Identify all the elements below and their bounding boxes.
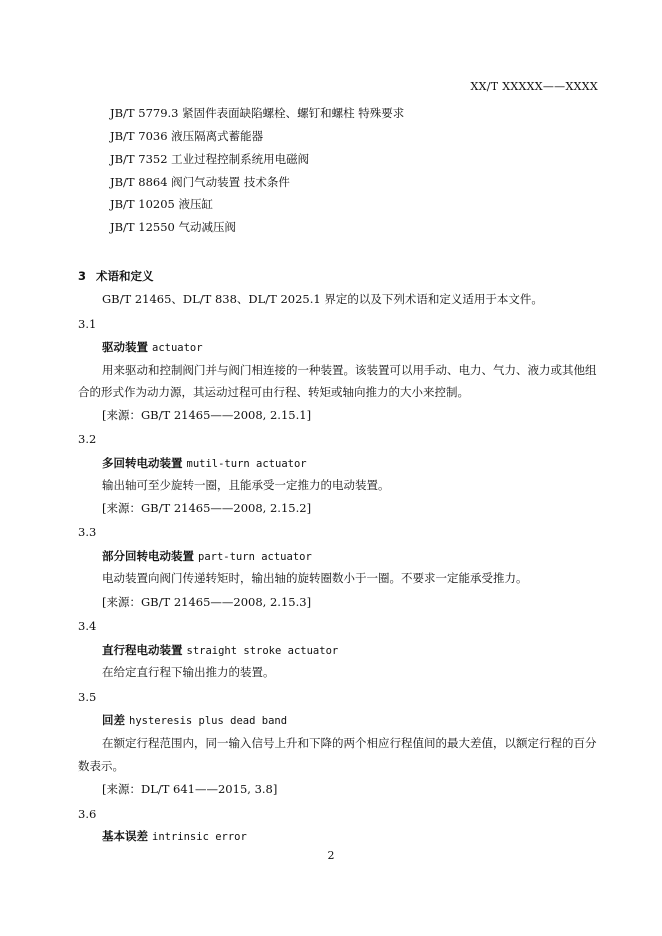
term-number: 3.4 bbox=[78, 619, 97, 633]
section-intro: GB/T 21465、DL/T 838、DL/T 2025.1 界定的以及下列术语和定义适用于本文件。 bbox=[102, 292, 543, 306]
term-number: 3.1 bbox=[78, 317, 97, 331]
reference-item: JB/T 8864 阀门气动装置 技术条件 bbox=[110, 175, 290, 189]
reference-item: JB/T 5779.3 紧固件表面缺陷螺栓、螺钉和螺柱 特殊要求 bbox=[110, 106, 405, 120]
term-chinese: 直行程电动装置 bbox=[102, 643, 183, 657]
reference-item: JB/T 12550 气动减压阀 bbox=[110, 220, 236, 234]
term-english: intrinsic error bbox=[152, 831, 247, 843]
term-english: hysteresis plus dead band bbox=[129, 715, 288, 727]
term-number: 3.5 bbox=[78, 690, 97, 704]
term-definition: 电动装置向阀门传递转矩时，输出轴的旋转圈数小于一圈。不要求一定能承受推力。 bbox=[102, 571, 528, 585]
term-definition: 在给定直行程下输出推力的装置。 bbox=[102, 665, 275, 679]
term-heading bbox=[102, 548, 312, 565]
term-chinese: 部分回转电动装置 bbox=[102, 549, 194, 563]
section-heading bbox=[78, 268, 154, 284]
term-definition: 用来驱动和控制阀门并与阀门相连接的一种装置。该装置可以用手动、电力、气力、液力或其他组 bbox=[102, 363, 597, 377]
reference-item: JB/T 7352 工业过程控制系统用电磁阀 bbox=[110, 152, 310, 166]
section-title: 术语和定义 bbox=[96, 269, 154, 283]
term-heading bbox=[102, 642, 338, 659]
term-english: actuator bbox=[152, 342, 203, 354]
term-chinese: 驱动装置 bbox=[102, 340, 148, 354]
term-heading bbox=[102, 339, 203, 356]
page-number: 2 bbox=[327, 849, 335, 862]
reference-item: JB/T 7036 液压隔离式蓄能器 bbox=[110, 129, 264, 143]
term-source: [来源：GB/T 21465——2008, 2.15.3] bbox=[102, 595, 312, 609]
term-definition-continued: 合的形式作为动力源，其运动过程可由行程、转矩或轴向推力的大小来控制。 bbox=[78, 385, 469, 399]
term-number: 3.3 bbox=[78, 525, 97, 539]
term-number: 3.6 bbox=[78, 807, 97, 821]
term-number: 3.2 bbox=[78, 432, 97, 446]
term-definition: 输出轴可至少旋转一圈，且能承受一定推力的电动装置。 bbox=[102, 478, 390, 492]
term-source: [来源：GB/T 21465——2008, 2.15.2] bbox=[102, 501, 312, 515]
document-code-header: XX/T XXXXX——XXXX bbox=[470, 80, 598, 93]
term-heading bbox=[102, 455, 307, 472]
term-heading bbox=[102, 828, 247, 845]
term-source: [来源：DL/T 641——2015, 3.8] bbox=[102, 782, 278, 796]
term-chinese: 多回转电动装置 bbox=[102, 456, 183, 470]
term-chinese: 基本误差 bbox=[102, 829, 148, 843]
term-definition: 在额定行程范围内，同一输入信号上升和下降的两个相应行程值间的最大差值，以额定行程的百分 bbox=[102, 736, 597, 750]
term-english: mutil-turn actuator bbox=[186, 458, 307, 470]
reference-item: JB/T 10205 液压缸 bbox=[110, 197, 213, 211]
term-english: straight stroke actuator bbox=[186, 645, 339, 657]
term-source: [来源：GB/T 21465——2008, 2.15.1] bbox=[102, 408, 312, 422]
section-number: 3 bbox=[78, 269, 87, 283]
term-heading bbox=[102, 712, 287, 729]
term-chinese: 回差 bbox=[102, 713, 125, 727]
term-english: part-turn actuator bbox=[198, 551, 312, 563]
term-definition-continued: 数表示。 bbox=[78, 759, 124, 773]
